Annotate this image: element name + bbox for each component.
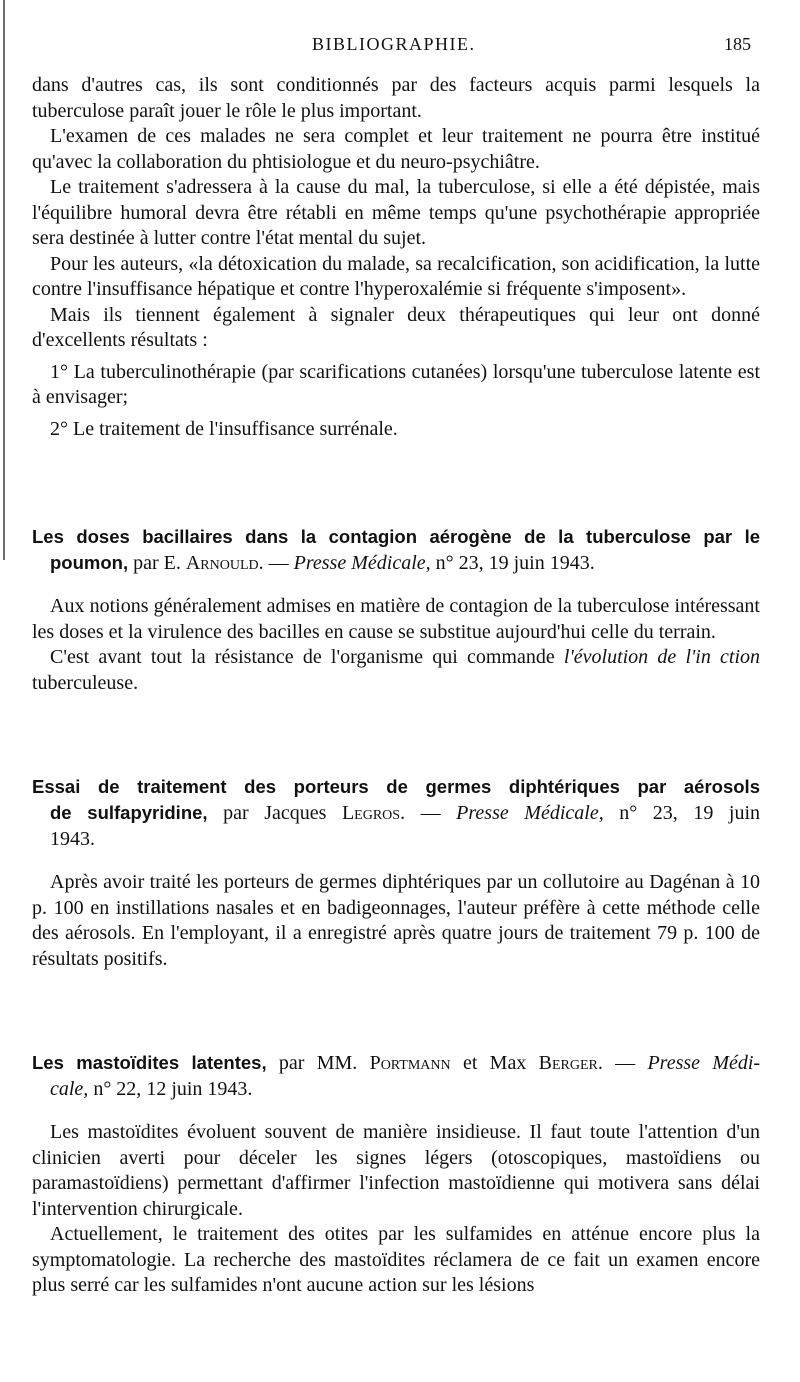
article-title: Les mastoïdites latentes,	[32, 1052, 267, 1073]
article-legros	[32, 774, 760, 972]
paragraph: Mais ils tiennent également à signaler deux thérapeutiques qui leur ont donné d'excellents résultats :	[32, 303, 760, 351]
paragraph: Actuellement, le traitement des otites par les sulfamides en atténue encore plus la symptomatologie. La recherche des mastoïdites réclamera de ce fait un examen encore plus serré car les sulfamides n'ont aucune action sur les lésions	[32, 1223, 760, 1296]
italic-phrase: l'évolution de l'in ction	[563, 646, 761, 668]
list-item: 2° Le traitement de l'insuffisance surrénale.	[50, 417, 398, 440]
page-header	[0, 30, 800, 58]
article-title-end: poumon,	[50, 552, 129, 573]
article-reference: de sulfapyridine, par Jacques Legros. — Presse Médicale, n° 23, 19 juin	[50, 802, 761, 824]
article-title: Essai de traitement des porteurs de germes diphtériques par aérosols	[32, 776, 760, 797]
article-title: Les doses bacillaires dans la contagion aérogène de la tuberculose par le	[32, 526, 760, 547]
author-name: Portmann	[369, 1052, 451, 1074]
publication-year-line: 1943.	[50, 828, 95, 850]
paragraph: dans d'autres cas, ils sont conditionnés par des facteurs acquis parmi lesquels la tuberculose paraît jouer le rôle le plus important.	[32, 74, 760, 122]
article-reference: poumon, par E. Arnould. — Presse Médicale, n° 23, 19 juin 1943.	[50, 552, 595, 574]
author-name: Arnould.	[185, 552, 264, 574]
article-portmann-berger	[32, 1050, 760, 1299]
issue-number: n° 23,	[619, 802, 678, 824]
author-initial: E.	[163, 552, 181, 574]
list-item: 1° La tuberculinothérapie (par scarifications cutanées) lorsqu'une tuberculose latente est à envisager;	[32, 360, 760, 408]
author-name: Berger.	[538, 1052, 603, 1074]
paragraph: Le traitement s'adressera à la cause du mal, la tuberculose, si elle a été dépistée, mais l'équilibre humoral devra être rétabli en même temps qu'une psychothérapie appropriée sera destinée à lutter contre l'état mental du sujet.	[32, 176, 760, 249]
article-reference-cont: cale, n° 22, 12 juin 1943.	[50, 1078, 253, 1100]
publication-date: 19 juin	[693, 802, 761, 824]
continued-article-text	[32, 73, 760, 442]
paragraph: Pour les auteurs, «la détoxication du malade, sa recalcification, son acidification, la lutte contre l'insuffisance hépatique et contre l'hyperoxalémie si fréquente s'imposent».	[32, 252, 760, 300]
journal-name: Presse Médi-	[647, 1052, 761, 1074]
article-reference: Les mastoïdites latentes, par MM. Portmann et Max Berger. — Presse Médi-	[32, 1052, 761, 1074]
page-number: 185	[724, 34, 751, 54]
journal-name: Presse Médicale,	[293, 552, 431, 574]
page-edge-line	[3, 0, 5, 560]
paragraph: Les mastoïdites évoluent souvent de manière insidieuse. Il faut toute l'attention d'un clinicien averti pour déceler les signes légers (otoscopiques, mastoïdiens ou paramastoïdiens) permettant d'affirmer l'infection mastoïdienne qui motivera sans délai l'intervention chirurgicale.	[32, 1121, 760, 1220]
journal-name: Presse Médicale,	[456, 802, 604, 824]
paragraph: L'examen de ces malades ne sera complet et leur traitement ne pourra être institué qu'avec la collaboration du phtisiologue et du neuro-psychiâtre.	[32, 125, 760, 173]
article-arnould	[32, 524, 760, 696]
running-title: BIBLIOGRAPHIE.	[312, 34, 476, 54]
issue-number: n° 23,	[435, 552, 484, 574]
issue-number: n° 22,	[93, 1078, 142, 1100]
author-name: Legros.	[341, 802, 406, 824]
paragraph: Aux notions généralement admises en matière de contagion de la tuberculose intéressant les doses et la virulence des bacilles en cause se substitue aujourd'hui celle du terrain.	[32, 595, 760, 643]
publication-date: 12 juin 1943.	[146, 1078, 253, 1100]
publication-date: 19 juin 1943.	[488, 552, 595, 574]
paragraph: Après avoir traité les porteurs de germes diphtériques par un collutoire au Dagénan à 10 p. 100 en instillations nasales et en badigeonnages, l'auteur préfère à cette méthode celle des aérosols. En l'employant, il a enregistré après quatre jours de traitement 79 p. 100 de résultats positifs.	[32, 871, 760, 970]
paragraph: C'est avant tout la résistance de l'organisme qui commande l'évolution de l'in ction tuberculeuse.	[32, 646, 761, 694]
article-title-end: de sulfapyridine,	[50, 802, 208, 823]
